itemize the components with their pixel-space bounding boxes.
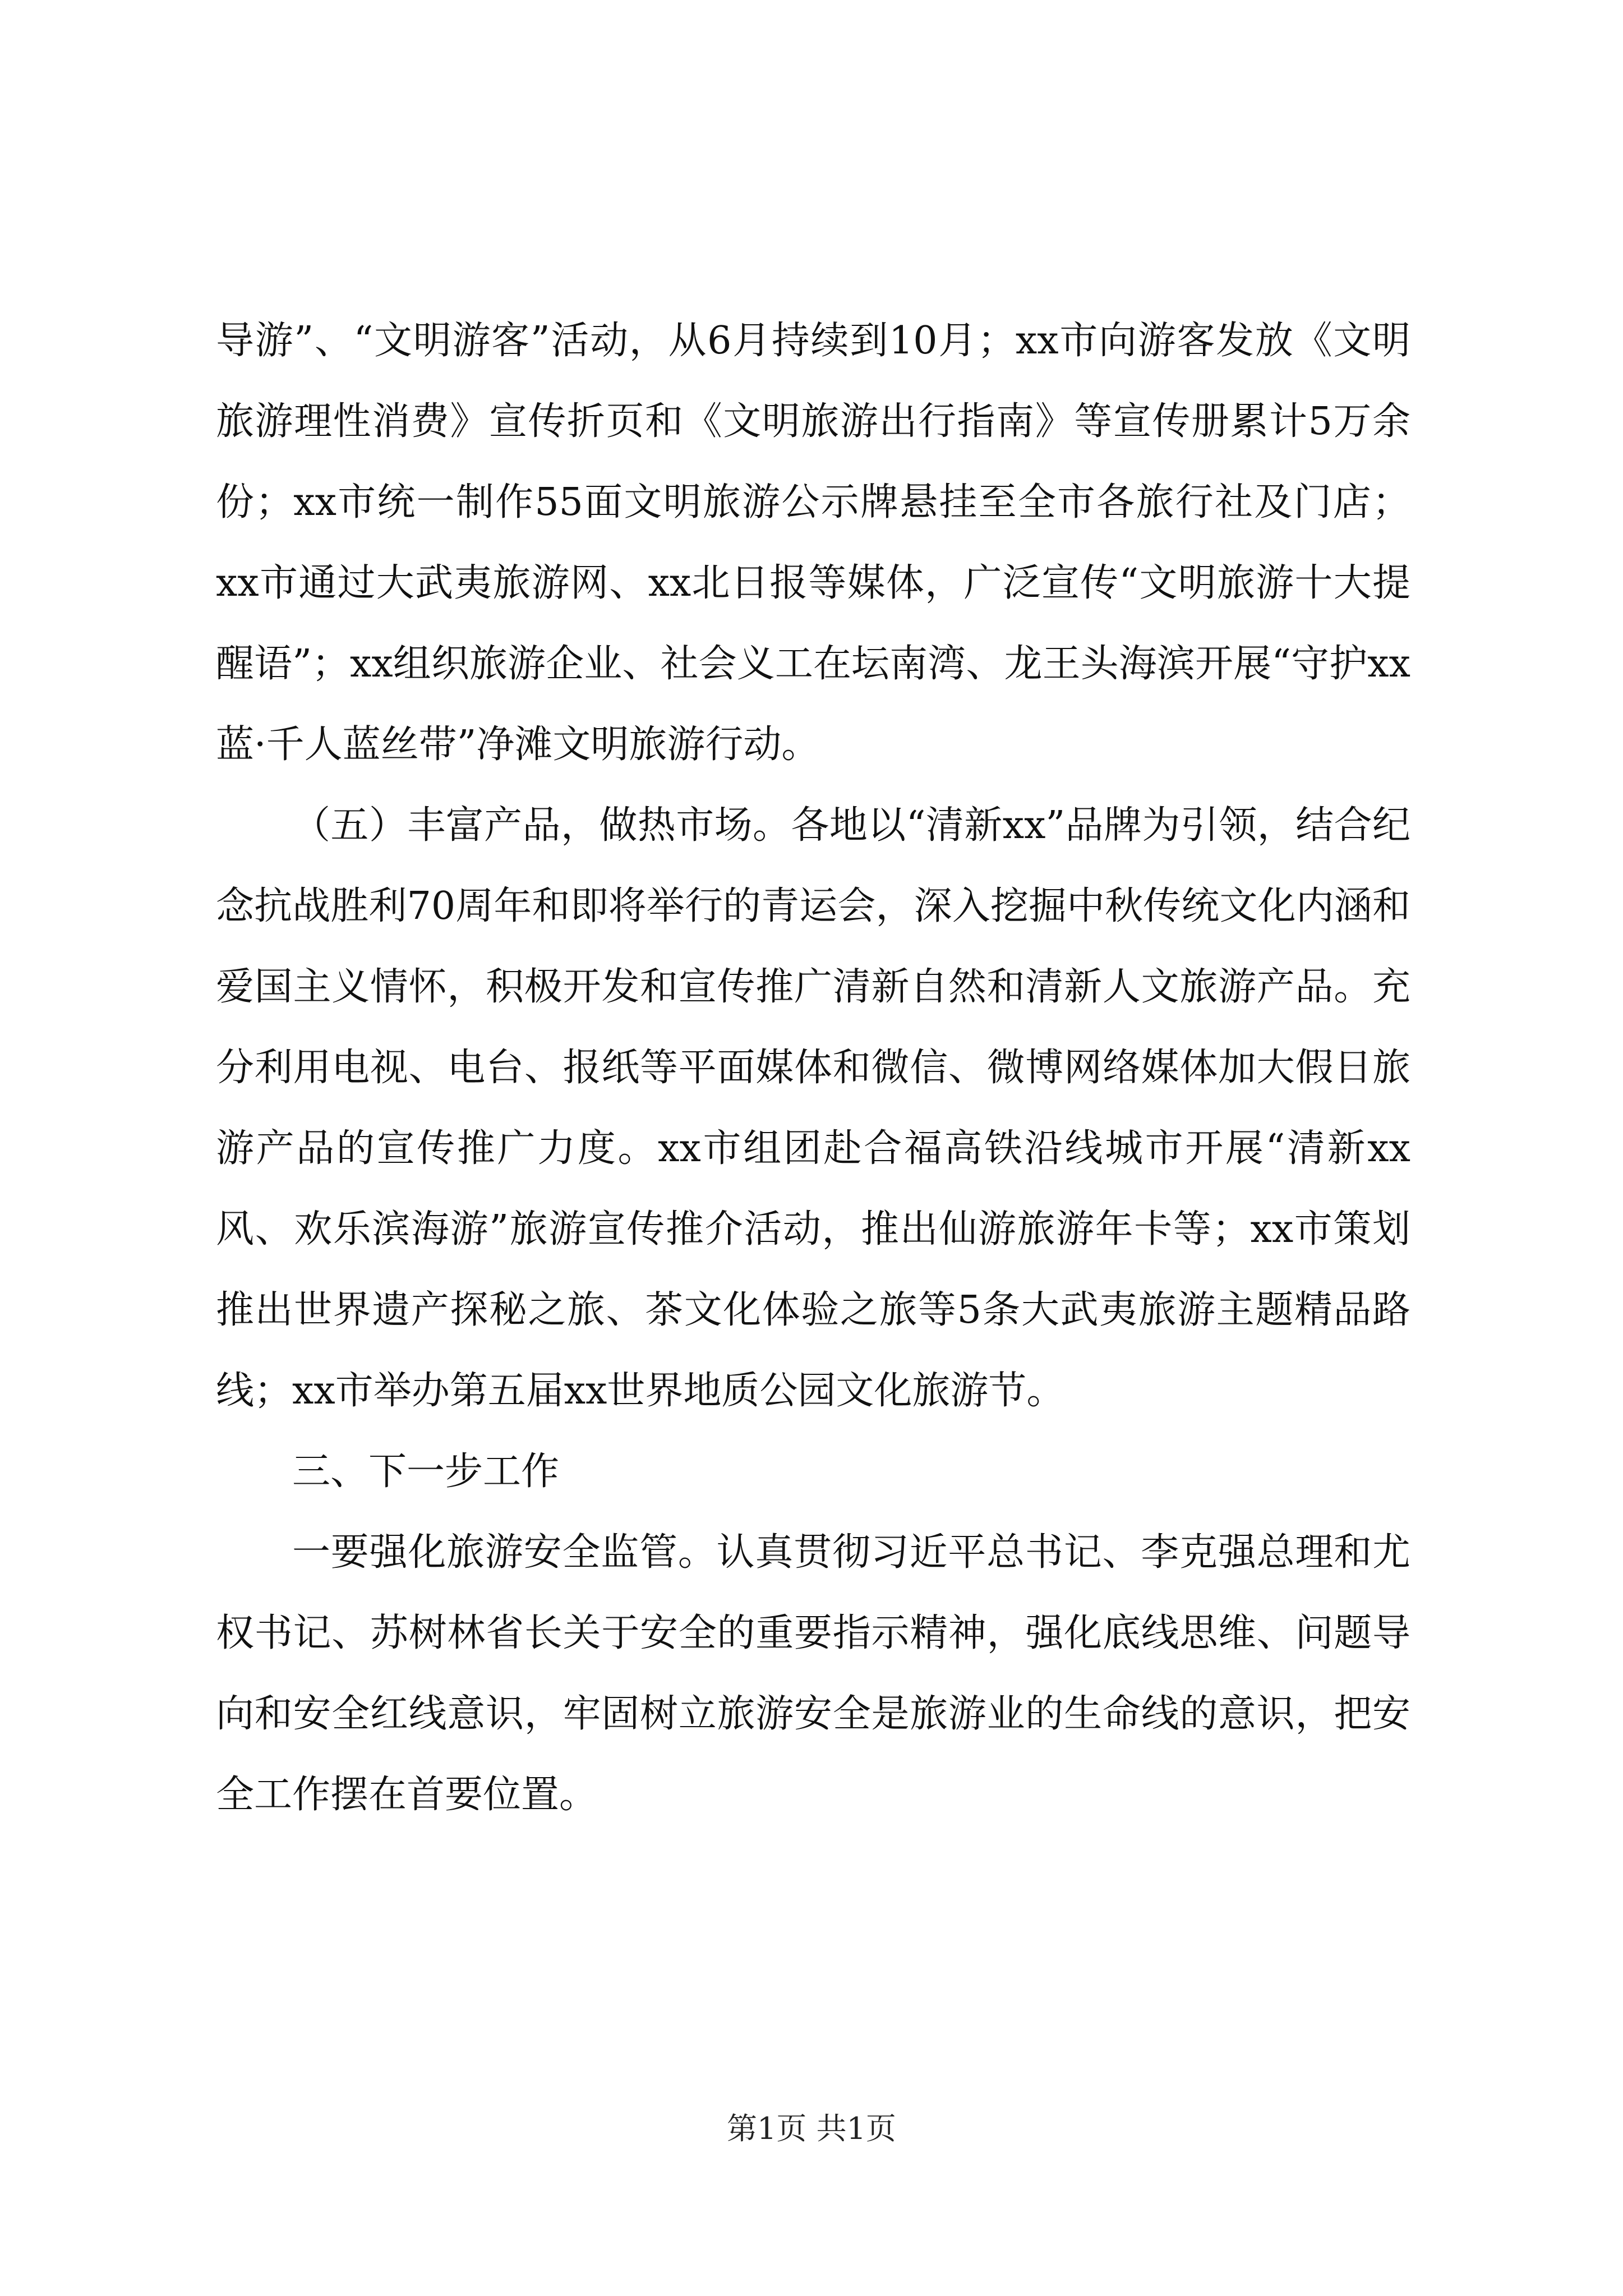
- paragraph-continuation: 导游”、“文明游客”活动，从6月持续到10月；xx市向游客发放《文明旅游理性消费》宣传折页和《文明旅游出行指南》等宣传册累计5万余份；xx市统一制作55面文明旅游公示牌悬挂至全市各旅行社及门店；xx市通过大武夷旅游网、xx北日报等媒体，广泛宣传“文明旅游十大提醒语”；xx组织旅游企业、社会义工在坛南湾、龙王头海滨开展“守护xx蓝·千人蓝丝带”净滩文明旅游行动。: [216, 319, 1410, 767]
- paragraph-item-one: 一要强化旅游安全监管。认真贯彻习近平总书记、李克强总理和尤权书记、苏树林省长关于安全的重要指示精神，强化底线思维、问题导向和安全红线意识，牢固树立旅游安全是旅游业的生命线的意识，把安全工作摆在首要位置。: [216, 1530, 1410, 1817]
- heading-next-steps: 三、下一步工作: [292, 1450, 560, 1494]
- page-number-footer: 第1页 共1页: [727, 2111, 896, 2146]
- paragraph-section-five: （五）丰富产品，做热市场。各地以“清新xx”品牌为引领，结合纪念抗战胜利70周年和即将举行的青运会，深入挖掘中秋传统文化内涵和爱国主义情怀，积极开发和宣传推广清新自然和清新人文旅游产品。充分利用电视、电台、报纸等平面媒体和微信、微博网络媒体加大假日旅游产品的宣传推广力度。xx市组团赴合福高铁沿线城市开展“清新xx风、欢乐滨海游”旅游宣传推介活动，推出仙游旅游年卡等；xx市策划推出世界遗产探秘之旅、茶文化体验之旅等5条大武夷旅游主题精品路线；xx市举办第五届xx世界地质公园文化旅游节。: [216, 803, 1410, 1413]
- document-body: [216, 301, 1410, 1835]
